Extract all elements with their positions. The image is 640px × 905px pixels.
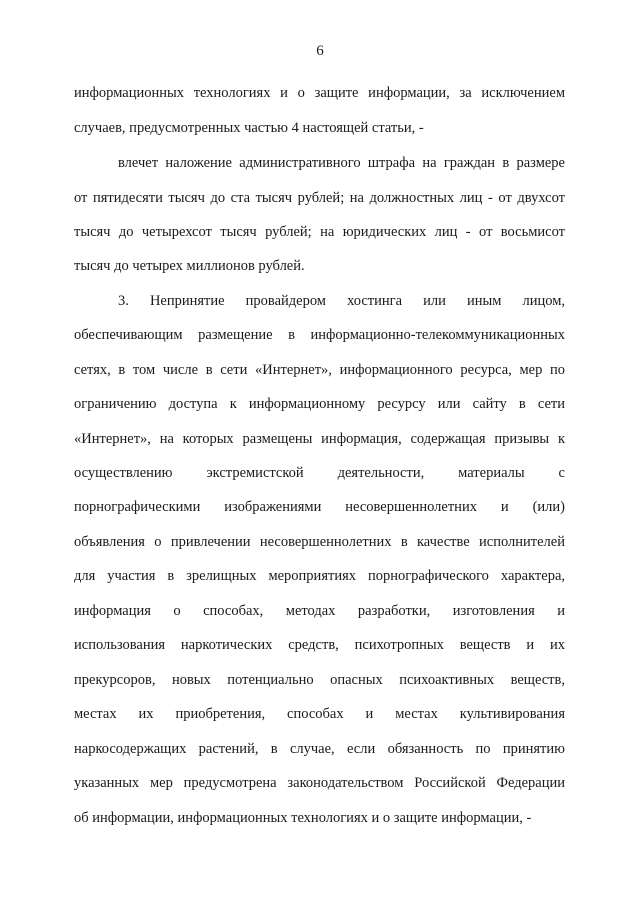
page-number: 6: [316, 43, 324, 59]
text-line: ограничению доступа к информационному ресурсу или сайту в сети: [74, 396, 565, 412]
text-line: влечет наложение административного штрафа на граждан в размере: [118, 155, 565, 171]
text-line: тысяч до четырехсот тысяч рублей; на юридических лиц - от восьмисот: [74, 224, 565, 240]
text-line: объявления о привлечении несовершеннолетних в качестве исполнителей: [74, 534, 565, 550]
text-line: наркосодержащих растений, в случае, если обязанность по принятию: [74, 741, 565, 757]
text-line: осуществлению экстремистской деятельности, материалы с: [74, 465, 565, 481]
text-line: об информации, информационных технологиях и о защите информации, -: [74, 810, 532, 826]
text-line: «Интернет», на которых размещены информация, содержащая призывы к: [74, 431, 565, 447]
text-line: для участия в зрелищных мероприятиях порнографического характера,: [74, 568, 565, 584]
text-line: порнографическими изображениями несовершеннолетних и (или): [74, 499, 565, 515]
text-line: информационных технологиях и о защите информации, за исключением: [74, 85, 565, 101]
text-line: случаев, предусмотренных частью 4 настоящей статьи, -: [74, 120, 424, 136]
text-line: обеспечивающим размещение в информационно-телекоммуникационных: [74, 327, 565, 343]
text-line: прекурсоров, новых потенциально опасных психоактивных веществ,: [74, 672, 565, 688]
text-line: указанных мер предусмотрена законодательством Российской Федерации: [74, 775, 565, 791]
text-line: информация о способах, методах разработки, изготовления и: [74, 603, 565, 619]
text-line: местах их приобретения, способах и местах культивирования: [74, 706, 565, 722]
text-line: тысяч до четырех миллионов рублей.: [74, 258, 305, 274]
text-line: сетях, в том числе в сети «Интернет», информационного ресурса, мер по: [74, 362, 565, 378]
text-line: использования наркотических средств, психотропных веществ и их: [74, 637, 565, 653]
text-line: от пятидесяти тысяч до ста тысяч рублей; на должностных лиц - от двухсот: [74, 190, 565, 206]
text-line: 3. Непринятие провайдером хостинга или иным лицом,: [118, 293, 565, 309]
